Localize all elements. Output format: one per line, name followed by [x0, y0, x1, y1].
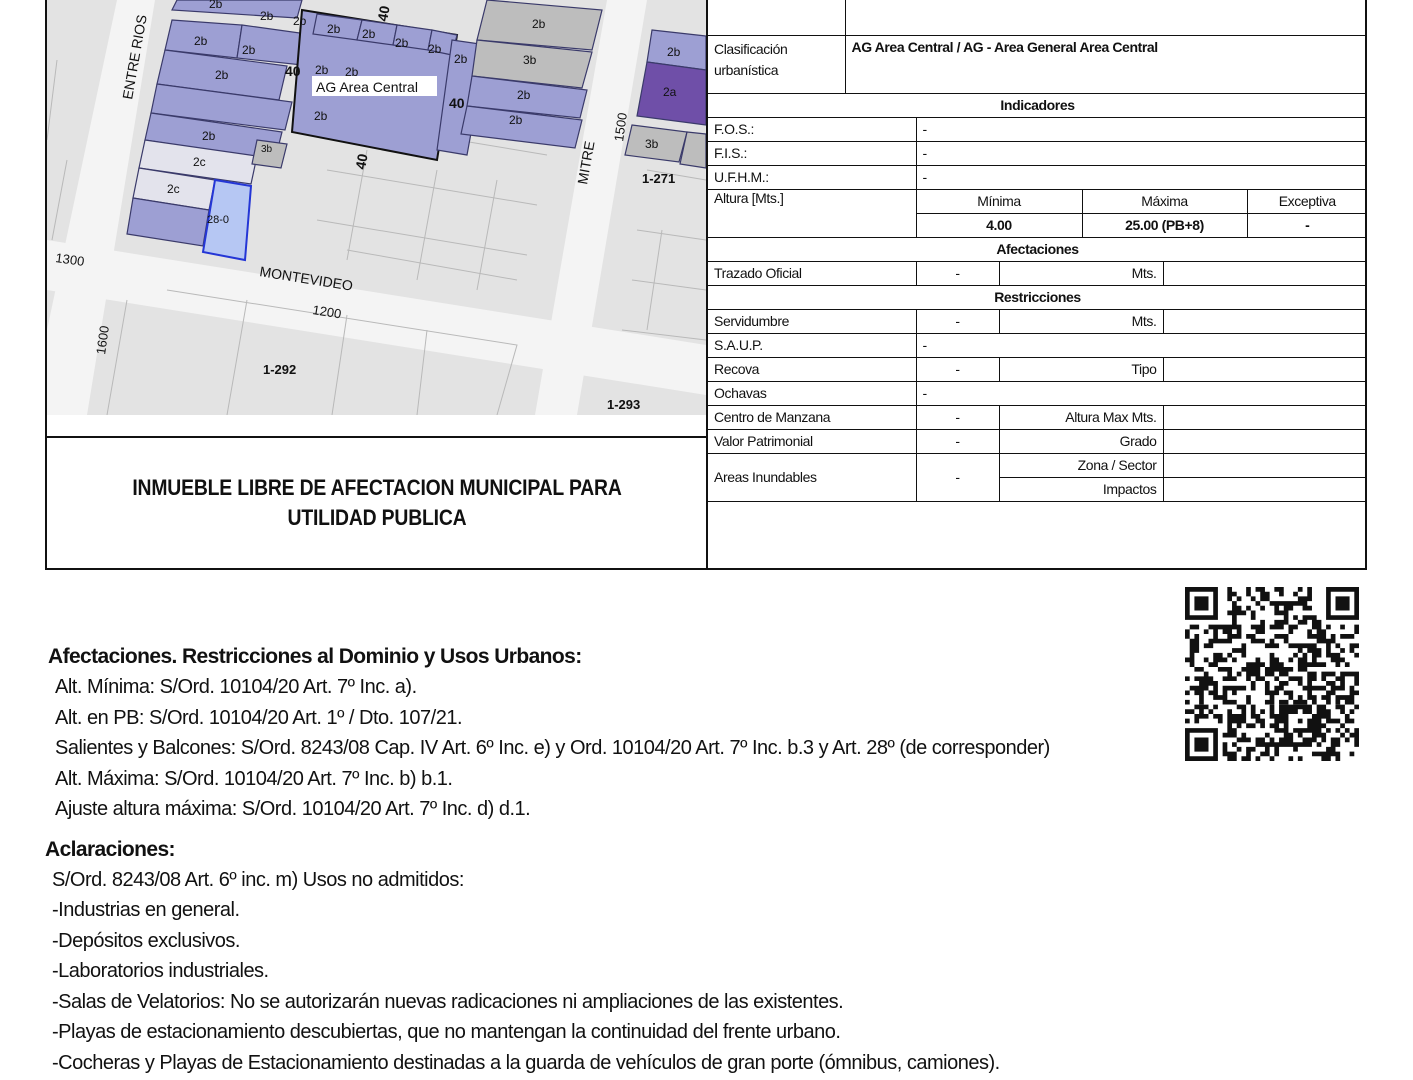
areas-label: Areas Inundables — [708, 453, 916, 501]
trazado-label: Trazado Oficial — [708, 261, 916, 285]
altura-label: Altura [Mts.] — [708, 189, 916, 237]
ufhm-value: - — [916, 165, 1367, 189]
lot-code: 2b — [667, 45, 681, 59]
note-line: -Salas de Velatorios: No se autorizarán nuevas radicaciones ni ampliaciones de las existentes. — [52, 990, 844, 1013]
street-label-mitre: MITRE — [574, 139, 598, 186]
qr-code — [1185, 587, 1359, 761]
note-line: Ajuste altura máxima: S/Ord. 10104/20 Art. 7º Inc. d) d.1. — [55, 798, 531, 820]
table-row-fos — [708, 117, 1367, 141]
servidumbre-value: - — [916, 309, 999, 333]
lot-code: 2b — [428, 42, 442, 56]
table-row-indicadores-header — [708, 93, 1367, 117]
street-number-1600: 1600 — [93, 324, 112, 356]
lot-code: 2c — [167, 182, 180, 196]
ochavas-label: Ochavas — [708, 381, 916, 405]
notes-section — [45, 642, 1165, 1078]
table-row-servidumbre — [708, 309, 1367, 333]
centro-label: Centro de Manzana — [708, 405, 916, 429]
height-label: 40 — [285, 63, 301, 79]
clasificacion-label: Clasificación urbanística — [708, 35, 845, 93]
street-label-montevideo: MONTEVIDEO — [258, 263, 354, 294]
height-label: 40 — [352, 152, 371, 171]
lot-code: 2a — [663, 85, 677, 99]
lot-code: 2b — [517, 88, 531, 102]
trazado-unit: Mts. — [999, 261, 1163, 285]
lot-code: 2b — [362, 27, 376, 41]
note-line: Alt. en PB: S/Ord. 10104/20 Art. 1º / Dto. 107/21. — [55, 706, 463, 729]
trazado-value: - — [916, 261, 999, 285]
fos-label: F.O.S.: — [708, 117, 916, 141]
lot-code: 2c — [193, 155, 206, 169]
map-canvas — [47, 0, 706, 415]
note-line: Salientes y Balcones: S/Ord. 8243/08 Cap. IV Art. 6º Inc. e) y Ord. 10104/20 Art. 7º Inc. b.3 y Art. 28º (de corresponder) — [55, 737, 1050, 759]
street-label-entre-rios: ENTRE RIOS — [119, 13, 150, 101]
notice-text: INMUEBLE LIBRE DE AFECTACION MUNICIPAL PARA UTILIDAD PUBLICA — [131, 475, 622, 530]
valor-value: - — [916, 429, 999, 453]
lot-code: 3b — [523, 53, 537, 67]
note-line: -Playas de estacionamiento descubiertas, que no mantengan la continuidad del frente urbano. — [52, 1021, 841, 1043]
lot-code: 28-0 — [207, 214, 230, 226]
street-number-1300: 1300 — [54, 250, 86, 269]
saup-value: - — [916, 333, 1367, 357]
lot-code: 2b — [260, 9, 274, 23]
areas-unit-zona: Zona / Sector — [999, 453, 1163, 477]
note-line: Alt. Mínima: S/Ord. 10104/20 Art. 7º Inc. a). — [55, 676, 417, 698]
valor-unit: Grado — [999, 429, 1163, 453]
section-heading-aclaraciones: Aclaraciones: — [45, 837, 175, 861]
lot-code: 2b — [395, 36, 409, 50]
note-line: -Laboratorios industriales. — [52, 960, 269, 982]
afectaciones-header: Afectaciones — [708, 237, 1367, 261]
maxima-label: Máxima — [1082, 189, 1247, 213]
zone-label: AG Area Central — [316, 79, 418, 95]
maxima-value: 25.00 (PB+8) — [1082, 213, 1247, 237]
lot-code: 3b — [261, 144, 273, 155]
ochavas-value: - — [916, 381, 1367, 405]
minima-label: Mínima — [916, 189, 1082, 213]
areas-value: - — [916, 453, 999, 501]
report-frame — [45, 0, 1367, 570]
lot-code: 2b — [345, 65, 359, 79]
restricciones-header: Restricciones — [708, 285, 1367, 309]
table-row-centro — [708, 405, 1367, 429]
minima-value: 4.00 — [916, 213, 1082, 237]
lot-code: 2b — [532, 17, 546, 31]
street-number-1200: 1200 — [311, 302, 343, 322]
zoning-map[interactable] — [47, 0, 706, 415]
recova-label: Recova — [708, 357, 916, 381]
lot-code: 2b — [242, 43, 256, 57]
lot-code: 2b — [209, 0, 223, 11]
note-line: -Industrias en general. — [52, 899, 240, 921]
street-number-1500: 1500 — [611, 111, 630, 143]
fis-label: F.I.S.: — [708, 141, 916, 165]
height-label: 40 — [374, 4, 393, 23]
saup-label: S.A.U.P. — [708, 333, 916, 357]
note-line: -Depósitos exclusivos. — [52, 929, 240, 952]
table-row-restricciones-header — [708, 285, 1367, 309]
note-line: Alt. Máxima: S/Ord. 10104/20 Art. 7º Inc. b) b.1. — [55, 767, 453, 790]
lot-code: 3b — [645, 137, 659, 151]
table-row-recova — [708, 357, 1367, 381]
height-label: 40 — [449, 95, 465, 111]
table-row-valor — [708, 429, 1367, 453]
lot-code: 2b — [194, 34, 208, 48]
lot-code: 2b — [202, 129, 216, 143]
block-label: 1-292 — [263, 362, 297, 377]
table-row-clasificacion — [708, 35, 1367, 93]
table-row-trazado — [708, 261, 1367, 285]
block-label: 1-293 — [607, 397, 641, 412]
valor-label: Valor Patrimonial — [708, 429, 916, 453]
table-row-ochavas — [708, 381, 1367, 405]
street-montevideo — [47, 240, 706, 395]
excepcional-label: Exceptiva — [1247, 189, 1367, 213]
table-row-top — [708, 0, 1367, 35]
lot-code: 2b — [509, 113, 523, 127]
centro-unit: Altura Max Mts. — [999, 405, 1163, 429]
note-line: S/Ord. 8243/08 Art. 6º inc. m) Usos no admitidos: — [52, 868, 464, 891]
excepcional-value: - — [1247, 213, 1367, 237]
lot-code: 2b — [215, 68, 229, 82]
lot-code: 2b — [454, 52, 468, 66]
lot-code: 2b — [315, 63, 329, 77]
lot-code: 2b — [314, 109, 328, 123]
table-row-afectaciones-header — [708, 237, 1367, 261]
block-label: 1-271 — [642, 171, 676, 186]
table-row-fis — [708, 141, 1367, 165]
table-row-saup — [708, 333, 1367, 357]
lot-code: 2b — [327, 22, 341, 36]
servidumbre-unit: Mts. — [999, 309, 1163, 333]
notice-box — [47, 436, 706, 568]
recova-unit: Tipo — [999, 357, 1163, 381]
zoning-info-table — [708, 0, 1367, 568]
table-row-areas — [708, 453, 1367, 477]
lot-code: 2b — [293, 14, 307, 28]
clasificacion-value: AG Area Central / AG - Area General Area Central — [845, 35, 1367, 93]
indicadores-header: Indicadores — [708, 93, 1367, 117]
servidumbre-label: Servidumbre — [708, 309, 916, 333]
section-heading-afectaciones: Afectaciones. Restricciones al Dominio y Usos Urbanos: — [48, 645, 582, 668]
table-row-altura — [708, 189, 1367, 213]
areas-unit-impactos: Impactos — [999, 477, 1163, 501]
table-row-ufhm — [708, 165, 1367, 189]
recova-value: - — [916, 357, 999, 381]
fis-value: - — [916, 141, 1367, 165]
centro-value: - — [916, 405, 999, 429]
qr-modules — [1185, 587, 1359, 761]
fos-value: - — [916, 117, 1367, 141]
note-line: -Cocheras y Playas de Estacionamiento destinadas a la guarda de vehículos de gran porte (ómnibus, camiones). — [52, 1051, 1000, 1074]
ufhm-label: U.F.H.M.: — [708, 165, 916, 189]
